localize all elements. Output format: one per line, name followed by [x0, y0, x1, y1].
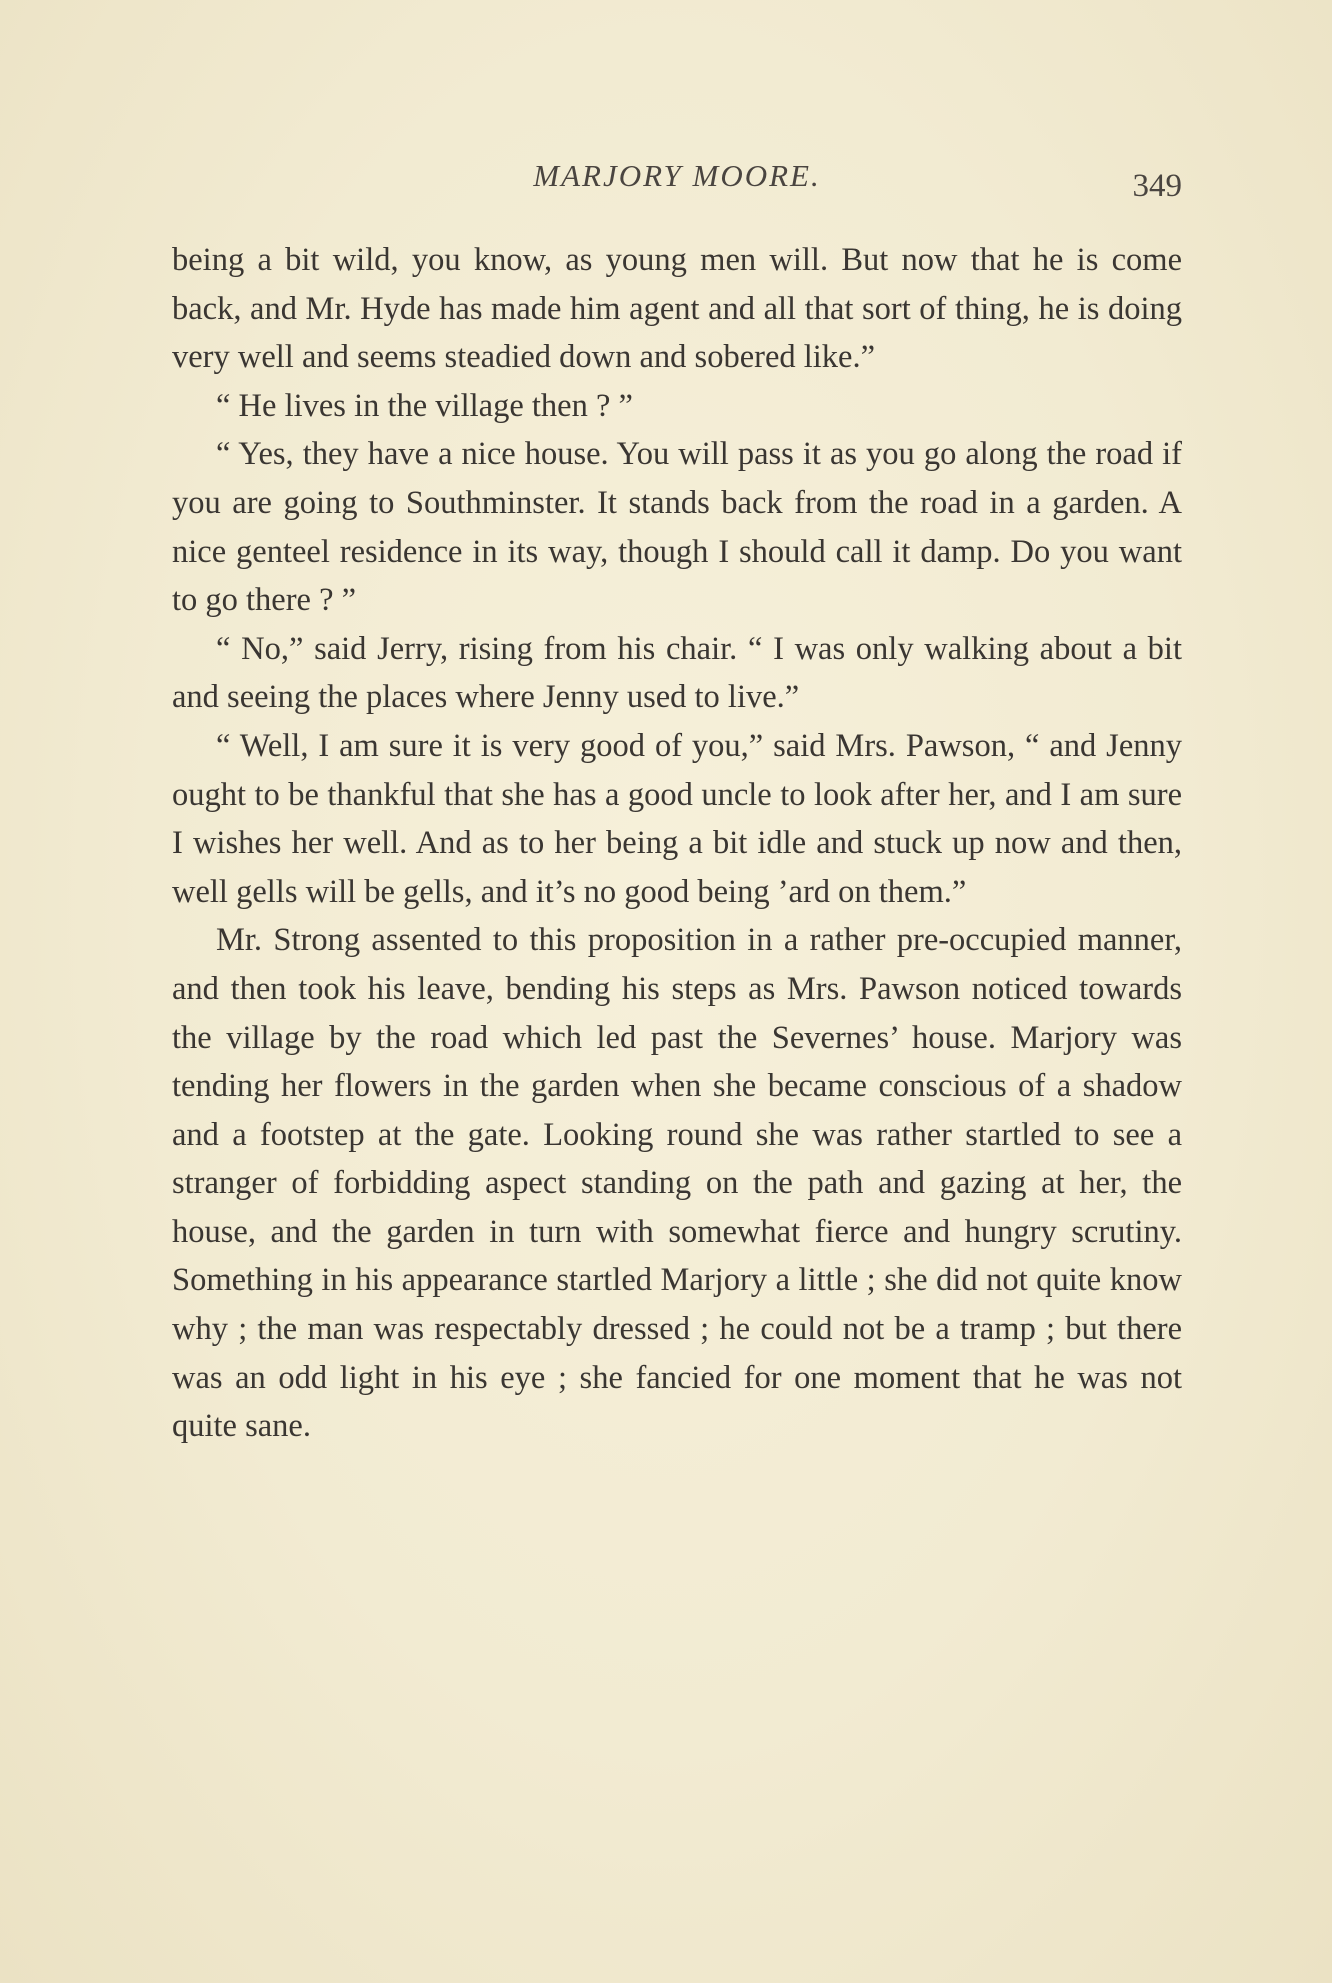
- running-title: MARJORY MOORE.: [533, 158, 821, 193]
- paragraph: Mr. Strong assented to this proposition in a rather pre-occupied manner, and then took his leave, bending his steps as Mrs. Pawson noticed towards the village by the road which led past the Severnes’ house. Marjory was tending her flowers in the garden when she became conscious of a shadow and a footstep at the gate. Looking round she was rather startled to see a stranger of forbidding aspect standing on the path and gazing at her, the house, and the garden in turn with somewhat fierce and hungry scrutiny. Something in his appearance startled Marjory a little ; she did not quite know why ; the man was respectably dressed ; he could not be a tramp ; but there was an odd light in his eye ; she fancied for one moment that he was not quite sane.: [172, 922, 1182, 1445]
- paragraph: “ Yes, they have a nice house. You will pass it as you go along the road if you are going to Southminster. It stands back from the road in a garden. A nice genteel residence in its way, though I should call it damp. Do you want to go there ? ”: [172, 436, 1182, 619]
- paragraph: “ Well, I am sure it is very good of you,” said Mrs. Pawson, “ and Jenny ought to be thankful that she has a good uncle to look after her, and I am sure I wishes her well. And as to her being a bit idle and stuck up now and then, well gells will be gells, and it’s no good being ’ard on them.”: [172, 727, 1182, 910]
- page-number: 349: [1132, 168, 1182, 204]
- page-header: [172, 158, 1182, 218]
- paragraph-continued: being a bit wild, you know, as young men will. But now that he is come back, and Mr. Hyde has made him agent and all that sort of thing, he is doing very well and seems steadied down and sobered like.”: [172, 242, 1182, 376]
- paragraph: “ He lives in the village then ? ”: [216, 387, 633, 424]
- body-text: [172, 236, 1182, 1451]
- paragraph: “ No,” said Jerry, rising from his chair. “ I was only walking about a bit and seeing the places where Jenny used to live.”: [172, 630, 1182, 716]
